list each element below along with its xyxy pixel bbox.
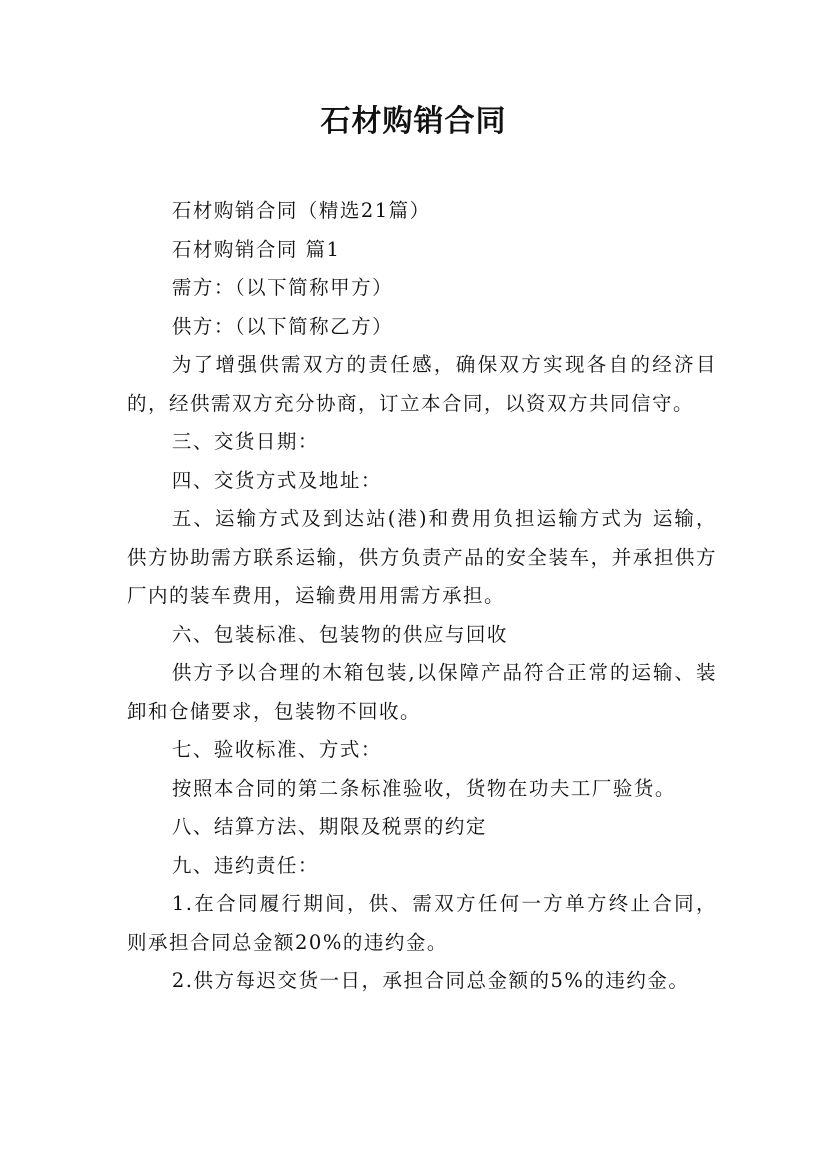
- paragraph-subtitle: 石材购销合同（精选21篇）: [171, 199, 431, 222]
- paragraph-supplier: 供方：（以下简称乙方）: [171, 314, 394, 338]
- paragraph-transport: 五、运输方式及到达站(港)和费用负担运输方式为 运输，供方协助需方联系运输，供方负责产品的安全装车，并承担供方厂内的装车费用，运输费用用需方承担。: [127, 507, 717, 607]
- paragraph-liability-heading: 九、违约责任：: [171, 853, 319, 877]
- paragraph-delivery-method: 四、交货方式及地址：: [171, 468, 382, 492]
- paragraph-packaging-heading: 六、包装标准、包装物的供应与回收: [171, 622, 508, 646]
- paragraph-acceptance: 按照本合同的第二条标准验收，货物在功夫工厂验货。: [171, 776, 676, 800]
- paragraph-acceptance-heading: 七、验收标准、方式：: [171, 738, 382, 761]
- paragraph-buyer: 需方：（以下简称甲方）: [171, 276, 394, 299]
- paragraph-chapter-heading: 石材购销合同 篇1: [171, 237, 341, 261]
- paragraph-preamble: 为了增强供需双方的责任感，确保双方实现各自的经济目的，经供需双方充分协商，订立本合同，以资双方共同信守。: [127, 353, 717, 415]
- document-body: [127, 192, 717, 1001]
- paragraph-liability-2: 2.供方每迟交货一日，承担合同总金额的5%的违约金。: [171, 969, 690, 992]
- paragraph-packaging: 供方予以合理的木箱包装,以保障产品符合正常的运输、装卸和仓储要求，包装物不回收。: [127, 661, 717, 723]
- paragraph-settlement-heading: 八、结算方法、期限及税票的约定: [171, 815, 487, 838]
- paragraph-liability-1: 1.在合同履行期间，供、需双方任何一方单方终止合同，则承担合同总金额20%的违约金。: [127, 892, 717, 954]
- paragraph-delivery-date: 三、交货日期：: [171, 430, 319, 453]
- document-title: 石材购销合同: [320, 104, 507, 139]
